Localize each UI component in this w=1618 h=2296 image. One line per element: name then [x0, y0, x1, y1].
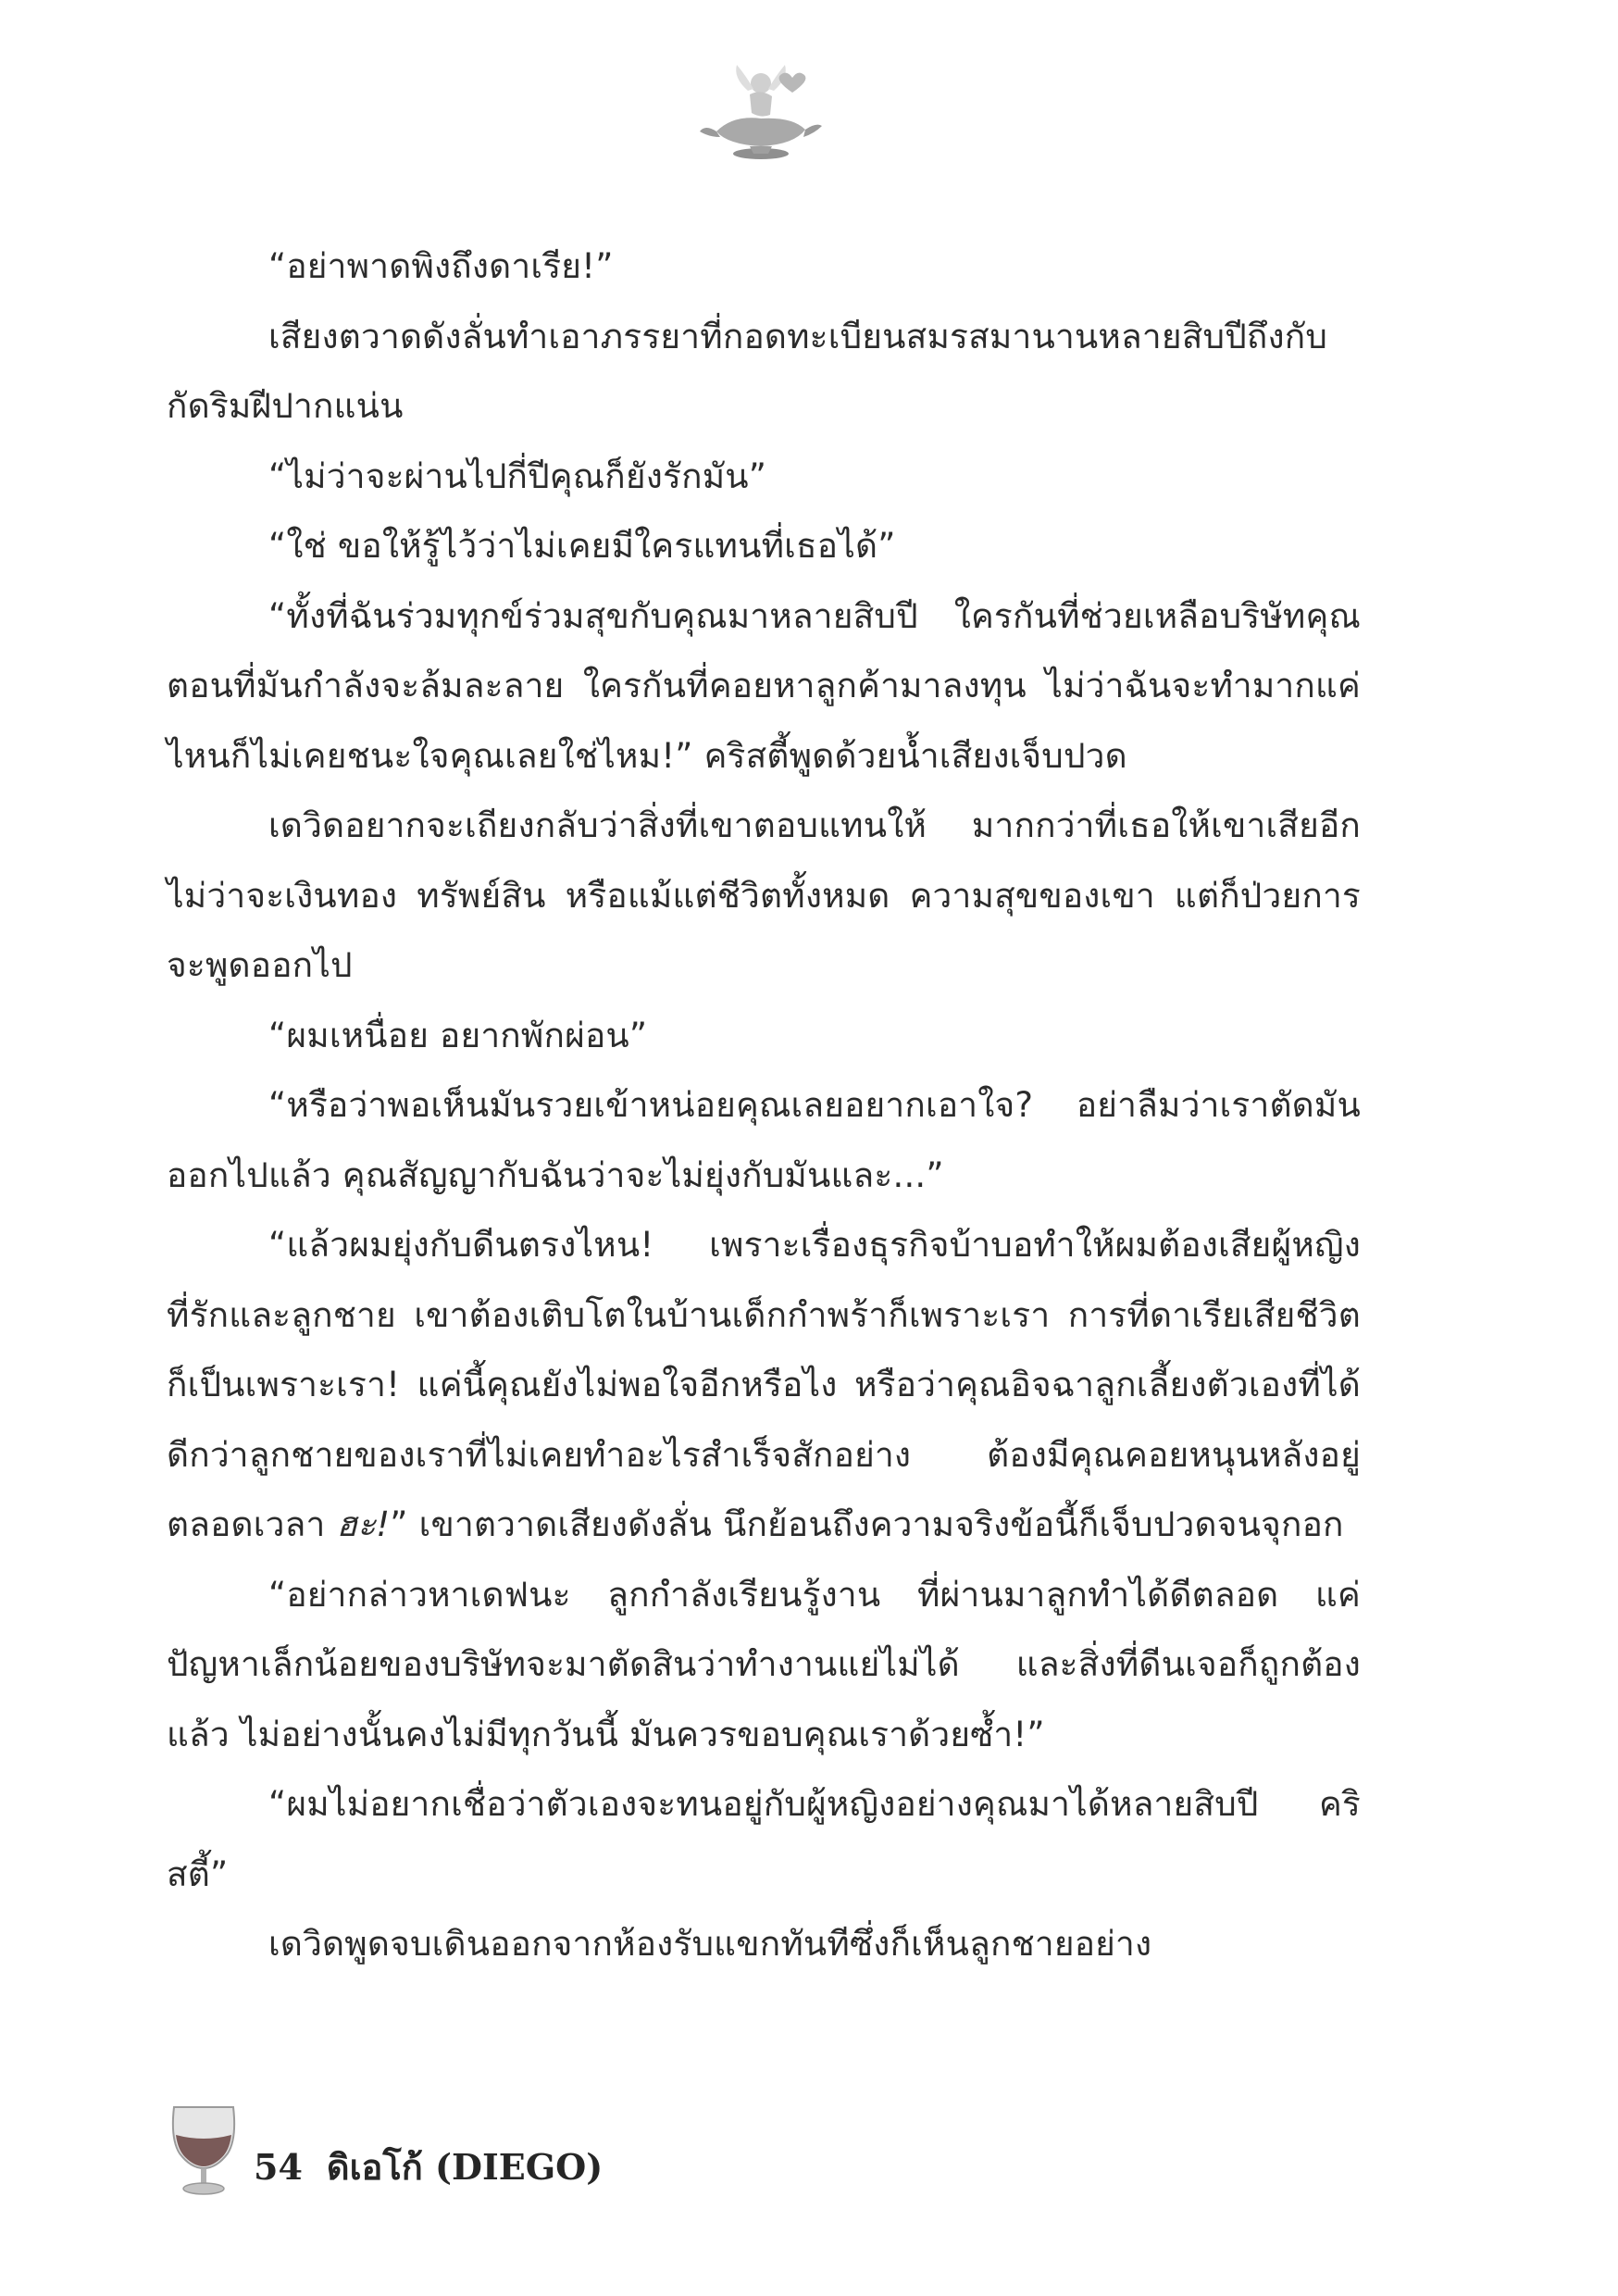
- paragraph: เดวิดพูดจบเดินออกจากห้องรับแขกทันทีซึ่งก็เห็นลูกชายอย่าง: [268, 1924, 1152, 1964]
- paragraph: “ใช่ ขอให้รู้ไว้ว่าไม่เคยมีใครแทนที่เธอได้”: [268, 526, 896, 566]
- paragraph: “ไม่ว่าจะผ่านไปกี่ปีคุณก็ยังรักมัน”: [268, 455, 767, 496]
- paragraph-emphasis: ฮะ!: [336, 1504, 391, 1544]
- page-number: 54: [254, 2146, 303, 2188]
- book-title: ดิเอโก้ (DIEGO): [326, 2146, 604, 2188]
- body-text: [167, 231, 1361, 1979]
- paragraph-text: “แล้วผมยุ่งกับดีนตรงไหน! เพราะเรื่องธุรกิจบ้าบอทำให้ผมต้องเสียผู้หญิงที่รักและลูกชาย เขาต้องเติบโตในบ้านเด็กกำพร้าก็เพราะเรา การที่ดาเรียเสียชีวิตก็เป็นเพราะเรา! แค่นี้คุณยังไม่พอใจอีกหรือไง หรือว่าคุณอิจฉาลูกเลี้ยงตัวเองที่ได้ดีกว่าลูกชายของเราที่ไม่เคยทำอะไรสำเร็จสักอย่าง ต้องมีคุณคอยหนุนหลังอยู่ตลอดเวลา: [167, 1225, 1361, 1544]
- paragraph: “ผมเหนื่อย อยากพักผ่อน”: [268, 1015, 648, 1055]
- paragraph: [167, 1210, 1361, 1560]
- footer-label: [254, 2139, 603, 2195]
- brandy-glass-icon: [167, 2102, 241, 2198]
- paragraph-tail: ” เขาตวาดเสียงดังลั่น นึกย้อนถึงความจริงข้อนี้ก็เจ็บปวดจนจุกอก: [390, 1504, 1344, 1544]
- paragraph: “ทั้งที่ฉันร่วมทุกข์ร่วมสุขกับคุณมาหลายสิบปี ใครกันที่ช่วยเหลือบริษัทคุณตอนที่มันกำลังจะล้มละลาย ใครกันที่คอยหาลูกค้ามาลงทุน ไม่ว่าฉันจะทำมากแค่ไหนก็ไม่เคยชนะใจคุณเลยใช่ไหม!” คริสตี้พูดด้วยน้ำเสียงเจ็บปวด: [167, 595, 1361, 776]
- paragraph: “อย่ากล่าวหาเดฟนะ ลูกกำลังเรียนรู้งาน ที่ผ่านมาลูกทำได้ดีตลอด แค่ปัญหาเล็กน้อยของบริษัทจะมาตัดสินว่าทำงานแย่ไม่ได้ และสิ่งที่ดีนเจอก็ถูกต้องแล้ว ไม่อย่างนั้นคงไม่มีทุกวันนี้ มันควรขอบคุณเราด้วยซ้ำ!”: [167, 1574, 1361, 1754]
- paragraph: “ผมไม่อยากเชื่อว่าตัวเองจะทนอยู่กับผู้หญิงอย่างคุณมาได้หลายสิบปี คริสตี้”: [167, 1784, 1361, 1894]
- paragraph: เสียงตวาดดังลั่นทำเอาภรรยาที่กอดทะเบียนสมรสมานานหลายสิบปีถึงกับกัดริมฝีปากแน่น: [167, 316, 1328, 426]
- paragraph: เดวิดอยากจะเถียงกลับว่าสิ่งที่เขาตอบแทนให้ มากกว่าที่เธอให้เขาเสียอีก ไม่ว่าจะเงินทอง ทรัพย์สิน หรือแม้แต่ชีวิตทั้งหมด ความสุขของเขา แต่ก็ป่วยการจะพูดออกไป: [167, 805, 1361, 985]
- lamp-with-cupid-icon: [696, 57, 826, 168]
- paragraph: “หรือว่าพอเห็นมันรวยเข้าหน่อยคุณเลยอยากเอาใจ? อย่าลืมว่าเราตัดมันออกไปแล้ว คุณสัญญากับฉันว่าจะไม่ยุ่งกับมันและ...”: [167, 1085, 1361, 1195]
- paragraph: “อย่าพาดพิงถึงดาเรีย!”: [268, 246, 614, 286]
- page-footer: [167, 2102, 1000, 2203]
